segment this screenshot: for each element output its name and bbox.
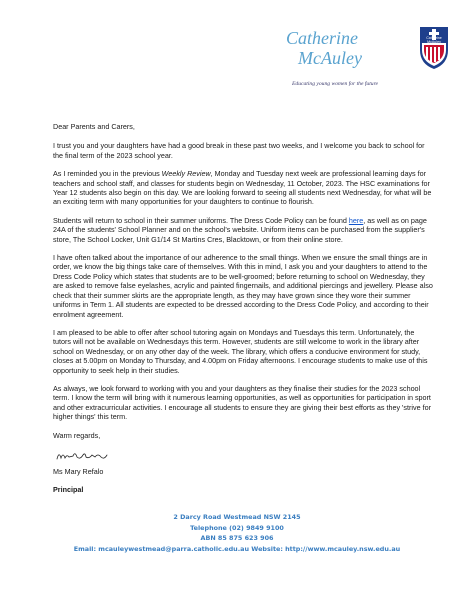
logo-word-catherine: Catherine <box>286 28 358 48</box>
footer-contact: Email: mcauleywestmead@parra.catholic.edu.au Website: http://www.mcauley.nsw.edu.au <box>73 544 401 553</box>
letter-body <box>53 122 433 504</box>
letter-paragraph-1: I trust you and your daughters have had a good break in these past two weeks, and I welcome you back to school for the final term of the 2023 school year. <box>53 141 425 160</box>
letter-closing: Warm regards, <box>53 430 101 440</box>
school-crest-icon <box>419 26 449 70</box>
p3-text-end: , as well as on page 24A of the students' School Planner and on the school's website. Uniform items can be purchased from the supplier's store, The School Locker, Unit G1/14 St Martins Cres, Blacktown, or from their online store. <box>53 215 427 244</box>
signatory-role: Principal <box>53 485 84 495</box>
letter-paragraph-4: I have often talked about the importance of our adherence to the small things. When we ensure the small things are in order, we know the big things take care of themselves. With this in mind, I ask you and your daughters to attend to the Dress Code Policy which states that students are to be well-groomed; before returning to school on Wednesday, they are asked to remove false eyelashes, acrylic and painted fingernails, and additional piercings and jewellery. Please also check that their summer skirts are the appropriate length, as they may have grown since they wore their summer uniforms in Term 1. All students are expected to be dressed according to the Dress Code Policy, and according to their enrolment agreement. <box>53 253 433 319</box>
handwritten-signature <box>55 449 433 461</box>
logo-tagline: Educating young women for the future <box>292 81 379 87</box>
p2-text-end: , Monday and Tuesday next week are professional learning days for teachers and school staff, and classes for students begin on Wednesday, 11 October, 2023. The HSC examinations for Year 12 students also begin on this day. We are looking forward to seeing all students next Wednesday, for what will be an exciting term with many opportunities for your daughters to continue to flourish. <box>53 169 432 207</box>
letter-footer <box>0 512 474 554</box>
footer-phone: Telephone (02) 9849 9100 <box>190 523 284 532</box>
dress-code-link[interactable]: here <box>348 215 364 225</box>
crest-line-1: Catherine <box>426 36 442 40</box>
logo-word-mcauley: McAuley <box>298 48 362 68</box>
p2-text-start: As I reminded you in the previous <box>53 169 162 179</box>
p3-text-start: Students will return to school in their summer uniforms. The Dress Code Policy can be found <box>53 215 349 225</box>
school-logo <box>282 24 452 92</box>
signatory-name: Ms Mary Refalo <box>53 466 104 476</box>
footer-address: 2 Darcy Road Westmead NSW 2145 <box>173 513 301 521</box>
crest-line-2: McAuley <box>427 40 441 44</box>
letter-paragraph-2 <box>53 169 433 207</box>
letter-paragraph-6: As always, we look forward to working with you and your daughters as they finalise their studies for the 2023 school term. I know the term will bring with it numerous learning opportunities, as well as opportunities for participation in sport and other extracurricular activities. I encourage all students to ensure they are giving their best efforts as they 'strive for higher things' this term. <box>53 383 431 422</box>
letter-greeting: Dear Parents and Carers, <box>53 122 135 131</box>
weekly-review-title: Weekly Review <box>161 169 211 179</box>
footer-abn: ABN 85 875 623 906 <box>200 534 274 543</box>
letter-paragraph-3 <box>53 216 433 244</box>
letter-paragraph-5: I am pleased to be able to offer after school tutoring again on Mondays and Tuesdays this term. Unfortunately, the tutors will not be available on Wednesdays this term. However, students are still welcome to work in the library after school on Wednesday, or on any other day of the week. The library, which offers a conducive environment for study, closes at 5.00pm on Monday to Thursday, and 4.00pm on Friday afternoons. I encourage students to make use of this opportunity to seek help in their studies. <box>53 327 428 375</box>
